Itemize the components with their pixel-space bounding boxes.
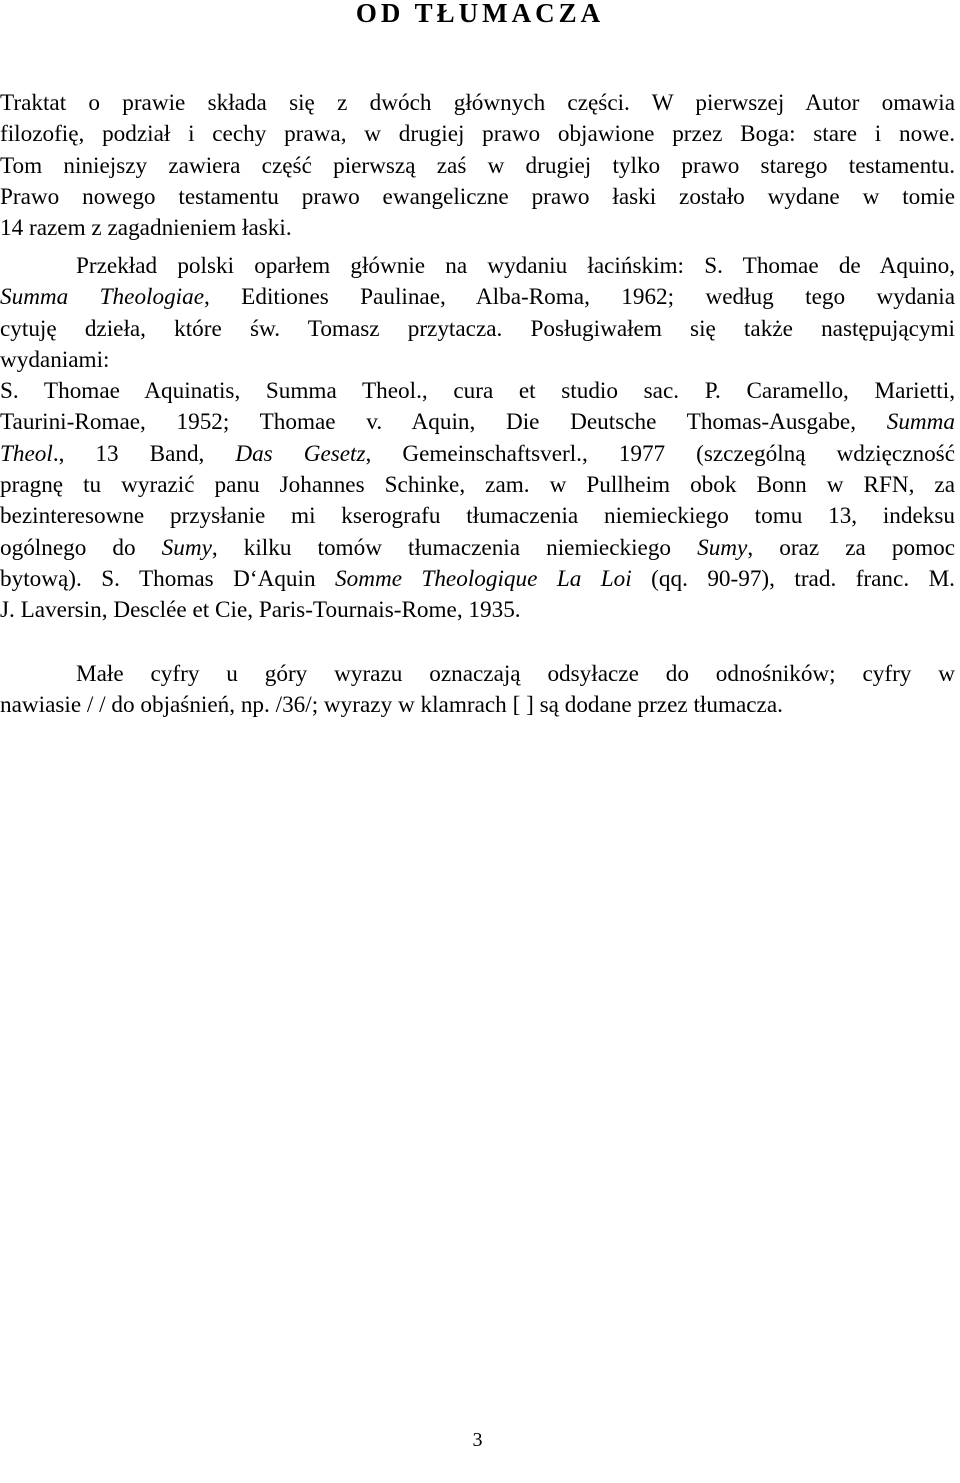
text-line	[0, 533, 955, 564]
text-line: Małe cyfry u góry wyrazu oznaczają odsyłacze do odnośników; cyfry w	[76, 661, 955, 687]
text-run: , kilku tomów tłumaczenia niemieckiego	[211, 534, 698, 561]
text-line	[0, 564, 955, 595]
text-line: nawiasie / / do objaśnień, np. /36/; wyrazy w klamrach [ ] są dodane przez tłumacza.	[0, 692, 783, 719]
paragraph-2	[0, 251, 955, 627]
text-run: , oraz za pomoc	[747, 534, 955, 561]
text-run: ogólnego do	[0, 534, 162, 561]
text-line: S. Thomae Aquinatis, Summa Theol., cura et studio sac. P. Caramello, Marietti,	[0, 378, 955, 405]
text-run: Taurini-Romae, 1952; Thomae v. Aquin, Die Deutsche Thomas-Ausgabe,	[0, 409, 887, 436]
italic-title: Theol	[0, 440, 53, 467]
text-line: J. Laversin, Desclée et Cie, Paris-Tournais-Rome, 1935.	[0, 597, 521, 624]
text-run: , Gemeinschaftsverl., 1977 (szczególną wdzięczność	[365, 440, 955, 467]
text-line: wydaniami:	[0, 346, 110, 373]
text-line: 14 razem z zagadnieniem łaski.	[0, 215, 292, 242]
italic-title: Sumy	[697, 534, 748, 561]
italic-title: Das Gesetz	[235, 440, 366, 467]
text-line: Traktat o prawie składa się z dwóch głównych części. W pierwszej Autor omawia	[0, 90, 955, 116]
text-line: filozofię, podział i cechy prawa, w drugiej prawo objawione przez Boga: stare i nowe.	[0, 121, 955, 148]
text-run: ., 13 Band,	[52, 440, 236, 467]
italic-title: Summa Theologiae	[0, 284, 204, 311]
italic-title: Sumy	[161, 534, 212, 561]
text-line	[0, 407, 955, 438]
text-run: (qq. 90-97), trad. franc. M.	[631, 565, 955, 592]
page-number: 3	[472, 1429, 483, 1451]
text-line: Przekład polski oparłem głównie na wydaniu łacińskim: S. Thomae de Aquino,	[76, 253, 955, 279]
text-run: bytową). S. Thomas D‘Aquin	[0, 565, 336, 592]
text-line: bezinteresowne przysłanie mi kserografu tłumaczenia niemieckiego tomu 13, indeksu	[0, 503, 955, 530]
text-run: , Editiones Paulinae, Alba-Roma, 1962; według tego wydania	[204, 284, 955, 311]
text-line: Tom niniejszy zawiera część pierwszą zaś w drugiej tylko prawo starego testamentu.	[0, 152, 955, 179]
page-title: OD TŁUMACZA	[355, 0, 605, 28]
italic-title: Somme Theologique La Loi	[335, 565, 632, 592]
paragraph-3	[0, 659, 955, 722]
text-line	[0, 439, 955, 470]
text-line: Prawo nowego testamentu prawo ewangeliczne prawo łaski zostało wydane w tomie	[0, 183, 955, 210]
text-line: cytuję dzieła, które św. Tomasz przytacza. Posługiwałem się także następującymi	[0, 315, 955, 342]
text-line	[0, 282, 955, 313]
italic-title: Summa	[886, 409, 955, 436]
text-line: pragnę tu wyrazić panu Johannes Schinke, zam. w Pullheim obok Bonn w RFN, za	[0, 472, 955, 499]
paragraph-1	[0, 88, 955, 244]
